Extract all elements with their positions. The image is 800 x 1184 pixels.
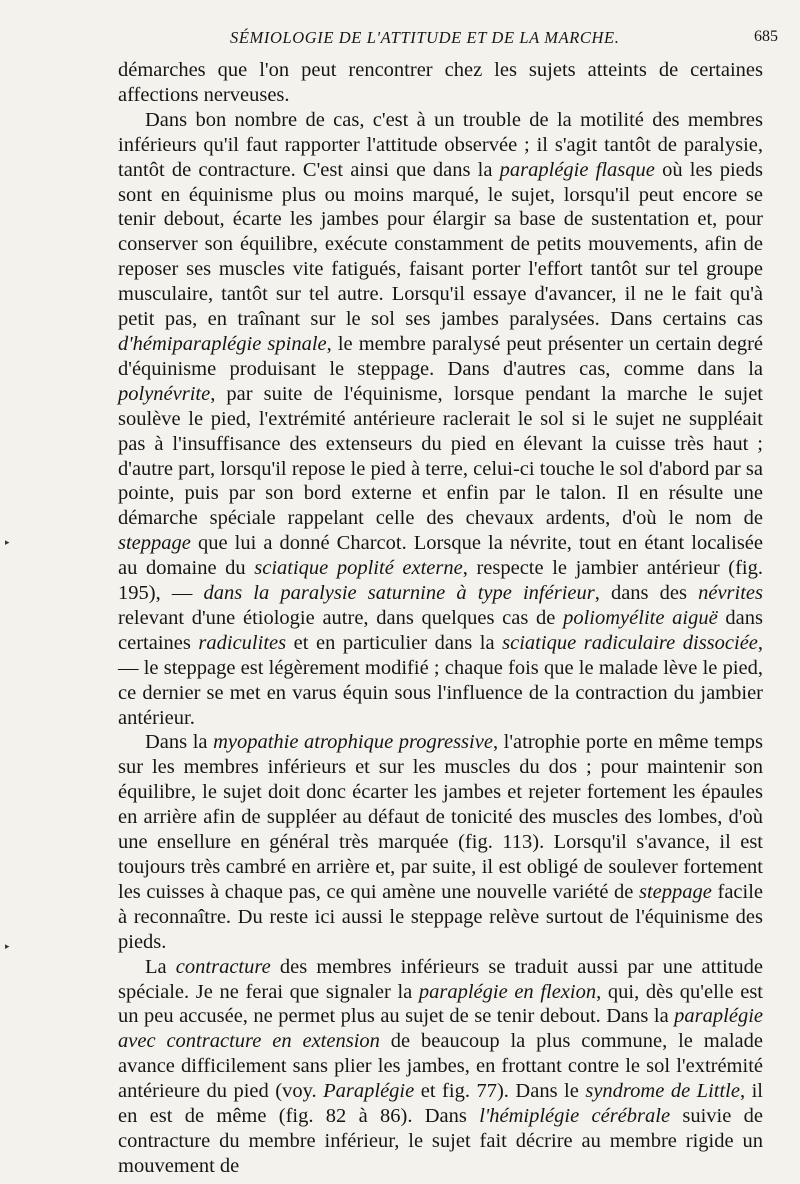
italic-term: steppage xyxy=(118,532,191,555)
margin-mark: ▸ xyxy=(5,942,10,952)
italic-term: paraplégie en flexion xyxy=(418,980,597,1003)
text-run: , l'atrophie porte en même temps sur les membres inférieurs et sur les muscles du dos ; pour maintenir son équilibre, le sujet doit donc écarter les jambes et rejeter fortement les épaules en arrière afin de suppléer au défaut de tonicité des muscles des lombes, d'où une ensellure en général très marquée (fig. 113). Lorsqu'il s'avance, il est toujours très cambré en arrière et, par suite, il est obligé de soulever fortement les cuisses à chaque pas, ce qui amène une nouvelle variété de xyxy=(118,731,763,903)
text-run: que lui a donné Charcot. Lorsque la névrite, tout en étant localisée au domaine du xyxy=(118,532,763,580)
italic-term: dans la paralysie saturnine à type inférieur xyxy=(203,582,595,605)
italic-term: myopathie atrophique progressive xyxy=(213,731,493,754)
italic-term: contracture xyxy=(175,955,271,978)
italic-term: l'hémiplégie cérébrale xyxy=(479,1105,671,1128)
paragraph xyxy=(118,108,763,731)
text-run: démarches que l'on peut rencontrer chez les sujets atteints de certaines affections nerveuses. xyxy=(118,59,763,106)
running-title: SÉMIOLOGIE DE L'ATTITUDE ET DE LA MARCHE. xyxy=(230,28,620,47)
text-run: Dans la xyxy=(145,731,214,754)
margin-mark: ▸ xyxy=(5,538,10,548)
italic-term: sciatique radiculaire dissociée xyxy=(502,631,758,654)
text-run: où les pieds sont en équinisme plus ou moins marqué, le sujet, lorsqu'il peut encore se tenir debout, écarte les jambes pour élargir sa base de sustentation et, pour conserver son équilibre, exécute constamment de petits mouvements, afin de reposer ses muscles vite fatigués, faisant porter l'effort tantôt sur tel groupe musculaire, tantôt sur tel autre. Lorsqu'il essaye d'avancer, il ne le fait qu'à petit pas, en traînant sur le sol ses jambes paralysées. Dans certains cas xyxy=(118,158,763,331)
italic-term: radiculites xyxy=(198,631,287,654)
text-run: dans certaines xyxy=(118,606,763,654)
italic-term: paraplégie flasque xyxy=(499,158,655,181)
text-run: , — le steppage est légèrement modifié ; chaque fois que le malade lève le pied, ce dernier se met en varus équin sous l'influence de la contraction du jambier antérieur. xyxy=(118,631,764,729)
text-run: facile à reconnaître. Du reste ici aussi le steppage relève surtout de l'équinisme des pieds. xyxy=(118,880,764,953)
text-run: La xyxy=(145,955,176,978)
page-header xyxy=(118,28,778,52)
paragraph xyxy=(118,730,763,954)
text-run: et fig. 77). Dans le xyxy=(414,1080,586,1103)
italic-term: Paraplégie xyxy=(323,1080,415,1103)
text-run: des membres inférieurs se traduit aussi par une attitude spéciale. Je ne ferai que signaler la xyxy=(118,955,763,1003)
page-number: 685 xyxy=(754,28,778,45)
text-run: , qui, dès qu'elle est un peu accusée, ne permet plus au sujet de se tenir debout. Dans la xyxy=(118,980,763,1028)
text-run: et en particulier dans la xyxy=(286,631,503,654)
italic-term: poliomyélite aiguë xyxy=(563,606,718,629)
text-run: de beaucoup la plus commune, le malade avance difficilement sans plier les jambes, en frottant contre le sol l'extrémité antérieure du pied (voy. xyxy=(118,1030,763,1103)
italic-term: polynévrite xyxy=(118,382,211,405)
text-run: , par suite de l'équinisme, lorsque pendant la marche le sujet soulève le pied, l'extrémité antérieure raclerait le sol si le sujet ne suppléait pas à l'insuffisance des extenseurs du pied en élevant la cuisse très haut ; d'autre part, lorsqu'il repose le pied à terre, celui-ci touche le sol d'abord par sa pointe, puis par son bord externe et enfin par le talon. Il en résulte une démarche spéciale rappelant celle des chevaux ardents, d'où le nom de xyxy=(118,382,763,530)
italic-term: steppage xyxy=(639,880,712,903)
text-run: , dans des xyxy=(594,582,699,605)
italic-term: syndrome de Little xyxy=(585,1080,740,1103)
italic-term: névrites xyxy=(698,582,764,605)
text-run: relevant d'une étiologie autre, dans quelques cas de xyxy=(118,606,564,629)
body-text xyxy=(118,58,763,1179)
italic-term: d'hémiparaplégie spinale xyxy=(118,332,327,355)
paragraph xyxy=(118,955,763,1179)
text-run: Dans bon nombre de cas, c'est à un trouble de la motilité des membres inférieurs qu'il faut rapporter l'attitude observée ; il s'agit tantôt de paralysie, tantôt de contracture. C'est ainsi que dans la xyxy=(118,108,763,181)
text-run: , il en est de même (fig. 82 à 86). Dans xyxy=(118,1080,763,1128)
paragraph xyxy=(118,58,763,108)
text-run: suivie de contracture du membre inférieur, le sujet fait décrire au membre rigide un mouvement de xyxy=(118,1105,763,1177)
italic-term: sciatique poplité externe xyxy=(254,557,463,580)
text-run: , le membre paralysé peut présenter un certain degré d'équinisme produisant le steppage. Dans d'autres cas, comme dans la xyxy=(118,332,763,380)
text-run: , respecte le jambier antérieur (fig. 195), — xyxy=(118,557,763,605)
italic-term: paraplégie avec contracture en extension xyxy=(118,1005,763,1053)
